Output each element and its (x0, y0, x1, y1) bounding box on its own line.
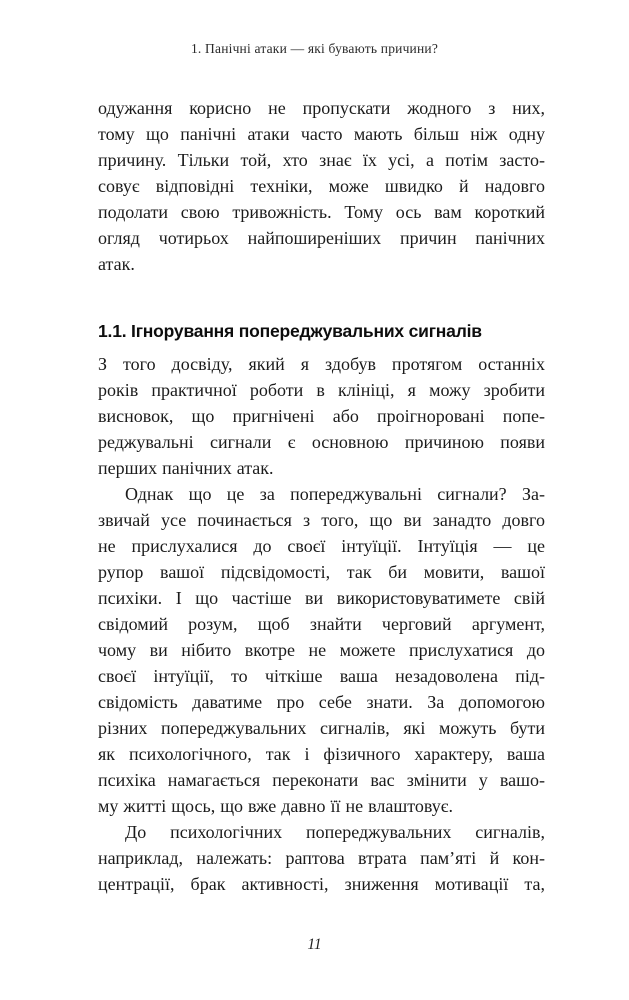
paragraph (98, 819, 545, 897)
text-line: реджувальні сигнали є основною причиною появи (98, 432, 545, 452)
text-line: наприклад, належать: раптова втрата пам’яті й кон- (98, 848, 545, 868)
page-number: 11 (307, 936, 322, 953)
page-footer (0, 936, 629, 954)
text-line: своєї інтуїції, то чіткіше ваша незадоволена під- (98, 666, 545, 686)
text-line: совує відповідні техніки, може швидко й надовго (98, 176, 545, 196)
text-line: психіка намагається переконати вас змінити у вашо- (98, 770, 545, 790)
text-line: огляд чотирьох найпоширеніших причин панічних (98, 228, 545, 248)
text-line: одужання корисно не пропускати жодного з них, (98, 98, 545, 118)
text-line: му житті щось, що вже давно її не влаштовує. (98, 796, 453, 816)
page-content (98, 95, 545, 897)
text-line: різних попереджувальних сигналів, які можуть бути (98, 718, 545, 738)
text-line: свідомість даватиме про себе знати. За допомогою (98, 692, 545, 712)
text-line: як психологічного, так і фізичного характеру, ваша (98, 744, 545, 764)
text-line: причину. Тільки той, хто знає їх усі, а потім засто- (98, 150, 545, 170)
text-line: Однак що це за попереджувальні сигнали? За- (125, 484, 545, 504)
text-line: звичай усе починається з того, що ви занадто довго (98, 510, 545, 530)
paragraph (98, 351, 545, 481)
text-line: років практичної роботи в клініці, я можу зробити (98, 380, 545, 400)
text-line: тому що панічні атаки часто мають більш ніж одну (98, 124, 545, 144)
text-line: свідомий розум, щоб знайти черговий аргумент, (98, 614, 545, 634)
running-header: 1. Панічні атаки — які бувають причини? (190, 41, 439, 56)
paragraph (98, 481, 545, 819)
text-line: рупор вашої підсвідомості, так би мовити, вашої (98, 562, 545, 582)
text-line: висновок, що пригнічені або проігноровані попе- (98, 406, 545, 426)
text-line: До психологічних попереджувальних сигналів, (125, 822, 545, 842)
text-line: перших панічних атак. (98, 458, 274, 478)
text-line: психіки. І що частіше ви використовуватимете свій (98, 588, 545, 608)
text-line: атак. (98, 254, 135, 274)
text-line: чому ви нібито вкотре не можете прислухатися до (98, 640, 545, 660)
text-line: подолати свою тривожність. Тому ось вам короткий (98, 202, 545, 222)
section-heading: 1.1. Ігнорування попереджувальних сигналів (98, 321, 482, 341)
text-line: центрації, брак активності, зниження мотивації та, (98, 874, 545, 894)
text-line: З того досвіду, який я здобув протягом останніх (98, 354, 545, 374)
paragraph (98, 95, 545, 277)
text-line: не прислухалися до своєї інтуїції. Інтуїція — це (98, 536, 545, 556)
